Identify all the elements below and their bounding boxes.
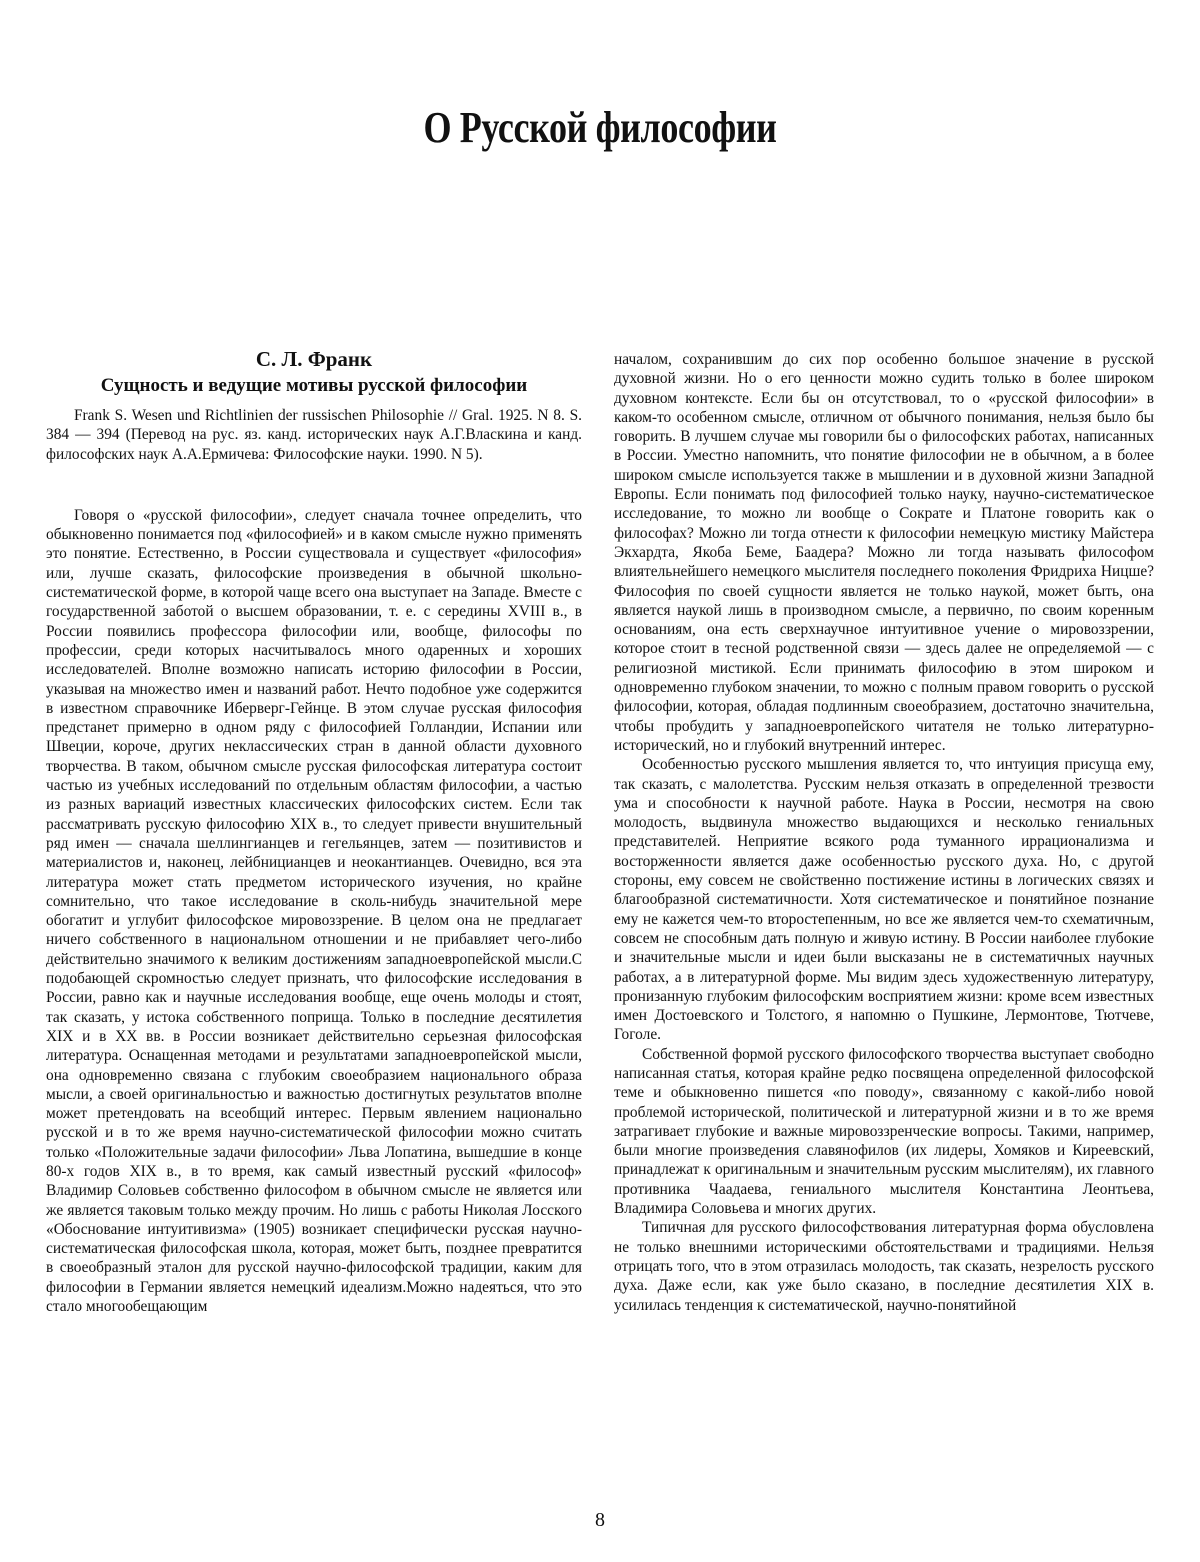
paragraph: Говоря о «русской философии», следует сначала точнее определить, что обыкновенно понимается под «философией» и в каком смысле нужно применять это понятие. Естественно, в России существовала и существует «философия» или, лучше сказать, философские произведения в обычной школьно-систематической форме, в которой чаще всего она выступает на Западе. Вместе с государственной заботой о высшем образовании, т. е. с середины XVIII в., в России появились профессора философии или, вообще, философы по профессии, среди которых насчитывалось много одаренных и хороших исследователей. Вполне возможно написать историю философии в России, указывая на множество имен и названий работ. Нечто подобное уже содержится в известном справочнике Иберверг-Гейнце. В этом случае русская философия предстанет примерно в одном ряду с философией Голландии, Испании или Швеции, короче, других неклассических стран в данной области духовного творчества. В таком, обычном смысле русская философская литература состоит частью из учебных исследований по отдельным областям философии, а частью из разных вариаций известных классических философских систем. Если так рассматривать русскую философию XIX в., то следует привести внушительный ряд имен — сначала шеллингианцев и гегельянцев, затем — позитивистов и материалистов и, наконец, лейбницианцев и неокантианцев. Очевидно, вся эта литература может стать предметом исторического изучения, но крайне сомнительно, что такое исследование в сколь-нибудь значительной мере обогатит и углубит философское мировоззрение. В целом она не предлагает ничего собственного в национальном отношении и не прибавляет чего-либо действительно значимого к великим достижениям западноевропейской мысли.С подобающей скромностью следует признать, что философские исследования в России, равно как и научные исследования вообще, еще очень молоды и стоят, так сказать, у истока собственного поприща. Только в последние десятилетия XIX и в XX вв. в России возникает действительно серьезная философская литература. Оснащенная методами и результатами западноевропейской мысли, она одновременно связана с глубоким своеобразием национального образа мысли, а своей оригинальностью и важностью достигнутых результатов вполне может претендовать на всеобщий интерес. Первым явлением национально русской и в то же время научно-систематической философии можно считать только «Положительные задачи философии» Льва Лопатина, вышедшие в конце 80-х годов XIX в., в то время, как самый известный русский «философ» Владимир Соловьев собственно философом в обычном смысле не является или же является таковым только между прочим. Но лишь с работы Николая Лосского «Обоснование интуитивизма» (1905) возникает специфически русская научно-систематическая философская школа, которая, может быть, позднее превратится в своеобразный эталон для русской научно-философской традиции, каким для философии в Германии является немецкий идеализм.Можно надеяться, что это стало многообещающим xyxy=(46,506,582,1316)
paragraph: началом, сохранившим до сих пор особенно большое значение в русской духовной жизни. Но о его ценности можно судить только в более широком духовном контексте. Если бы он отсутствовал, то о «русской философии» в каком-то особенном смысле, отличном от обычного понимания, нельзя было бы говорить. В лучшем случае мы говорили бы о философских работах, написанных в России. Уместно напомнить, что понятие философии не в обычном, а в более широком смысле используется также в мышлении и в духовной жизни Западной Европы. Если понимать под философией только науку, научно-систематическое исследование, то можно ли вообще о Сократе и Платоне говорить как о философах? Можно ли тогда отнести к философии немецкую мистику Майстера Экхардта, Якоба Беме, Баадера? Можно ли тогда называть философом влиятельнейшего немецкого мыслителя последнего поколения Фридриха Ницше? Философия по своей сущности является не только наукой, может быть, она является наукой лишь в производном смысле, а первично, по своим коренным основаниям, она есть сверхнаучное интуитивное учение о мировоззрении, которое стоит в тесной родственной связи — здесь далее не определяемой — с религиозной мистикой. Если принимать философию в этом широком и одновременно глубоком значении, то можно с полным правом говорить о русской философии, которая, обладая подлинным своеобразием, достаточно значительна, чтобы пробудить у западноевропейского читателя не только литературно-исторический, но и глубокий внутренний интерес. xyxy=(614,351,1154,754)
article-title: Сущность и ведущие мотивы русской философии xyxy=(100,375,528,396)
page-number: 8 xyxy=(595,1509,605,1531)
paragraph: Особенностью русского мышления является то, что интуиция присуща ему, так сказать, с малолетства. Русским нельзя отказать в определенной трезвости ума и способности к научной работе. Наука в России, несмотря на свою молодость, выдвинула множество выдающихся и несколько гениальных представителей. Неприятие всякого рода туманного иррационализма и восторженности является даже особенностью русского духа. Но, с другой стороны, ему совсем не свойственно постижение истины в логических связях и благообразной систематичности. Хотя систематическое и понятийное познание ему не кажется чем-то второстепенным, но все же является чем-то схематичным, совсем не способным дать полную и живую истину. В России наиболее глубокие и значительные мысли и идеи были высказаны не в систематичных научных работах, а в литературной форме. Мы видим здесь художественную литературу, пронизанную глубоким философским восприятием жизни: кроме всем известных имен Достоевского и Толстого, я напомню о Пушкине, Лермонтове, Тютчеве, Гоголе. xyxy=(614,756,1154,1044)
paragraph: Типичная для русского философствования литературная форма обусловлена не только внешними историческими обстоятельствами и традициями. Нельзя отрицать того, что в этом отразилась молодость, так сказать, незрелость русского духа. Даже если, как уже было сказано, в последние десятилетия XIX в. усилилась тенденция к систематической, научно-понятийной xyxy=(614,1219,1154,1314)
page-title: О Русской философии xyxy=(423,103,777,152)
citation: Frank S. Wesen und Richtlinien der russischen Philosophie // Gral. 1925. N 8. S. 384 — 394 (Перевод на рус. яз. канд. исторических наук А.Г.Власкина и канд. философских наук А.А.Ермичева: Философские науки. 1990. N 5). xyxy=(46,407,582,463)
right-column xyxy=(614,350,1154,1315)
left-column xyxy=(46,346,582,1316)
paragraph: Собственной формой русского философского творчества выступает свободно написанная статья, которая крайне редко посвящена определенной философской теме и обыкновенно пишется «по поводу», связанному с какой-либо новой проблемой исторической, политической и литературной жизни и в то же время затрагивает глубокие и важные мировоззренческие вопросы. Такими, например, были многие произведения славянофилов (их лидеры, Хомяков и Киреевский, принадлежат к оригинальным и значительным русским мыслителям), их главного противника Чаадаева, гениального мыслителя Константина Леонтьева, Владимира Соловьева и многих других. xyxy=(614,1045,1154,1218)
article-author: С. Л. Франк xyxy=(255,347,373,371)
